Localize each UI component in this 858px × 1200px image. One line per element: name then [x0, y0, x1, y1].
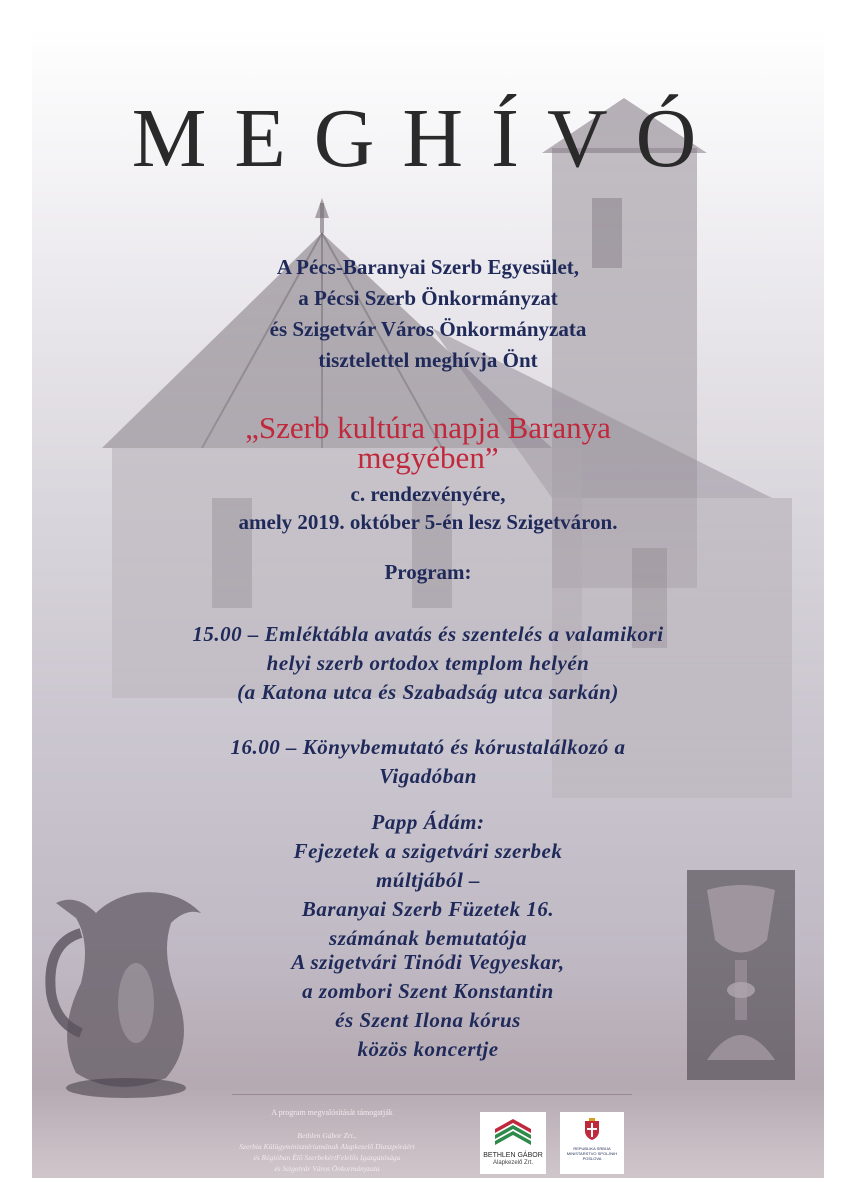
program-item-3-line-1: Papp Ádám:: [371, 810, 485, 834]
sponsor-line-2: Szerbia Külügyminisztériumának Alapkezelő Diaszpóráért: [239, 1142, 415, 1151]
poster-title: MEGHÍVÓ: [131, 92, 725, 185]
sponsors-list: [182, 1130, 472, 1174]
program-item-2-line-1: 16.00 – Könyvbemutató és kórustalálkozó a: [230, 735, 626, 759]
serbian-crest-icon: [583, 1117, 601, 1141]
event-title-line-1: „Szerb kultúra napja Baranya: [245, 410, 611, 445]
intro-line-3: és Szigetvár Város Önkormányzata: [269, 317, 587, 341]
serbia-ministry-name: REPUBLIKA SRBIJA MINISTARSTVO SPOLJNIH POSLOVA: [566, 1146, 618, 1161]
program-item-2-line-2: Vigadóban: [379, 764, 477, 788]
program-item-1-line-3: (a Katona utca és Szabadság utca sarkán): [237, 680, 619, 704]
program-item-4-line-2: a zombori Szent Konstantin: [302, 979, 554, 1003]
program-item-4-line-1: A szigetvári Tinódi Vegyeskar,: [291, 950, 565, 974]
program-item-4-line-3: és Szent Ilona kórus: [335, 1008, 521, 1032]
intro-line-1: A Pécs-Baranyai Szerb Egyesület,: [276, 255, 580, 279]
serbia-ministry-logo: [560, 1112, 624, 1174]
pitcher-image: [36, 873, 206, 1103]
sponsor-line-1: Bethlen Gábor Zrt.,: [297, 1131, 357, 1140]
program-item-4-line-4: közös koncertje: [357, 1037, 499, 1061]
event-desc-line-1: c. rendezvényére,: [350, 482, 506, 506]
chalice-image: [687, 870, 795, 1080]
sponsor-line-3: és Régióban Élő SzerbekértFelelős Igazgatósága: [253, 1153, 401, 1162]
bethlen-gabor-logo: [480, 1112, 546, 1174]
intro-line-2: a Pécsi Szerb Önkormányzat: [298, 286, 558, 310]
support-label: A program megvalósítását támogatják: [271, 1108, 393, 1117]
intro-line-4: tisztelettel meghívja Önt: [318, 348, 538, 372]
program-item-book-launch: [32, 733, 824, 791]
bethlen-gabor-mark-icon: [491, 1117, 535, 1147]
sponsor-line-4: és Szigetvár Város Önkormányzata: [274, 1164, 380, 1173]
invitation-poster: [32, 28, 824, 1178]
program-item-3-line-3: múltjából –: [375, 868, 481, 892]
program-item-1-line-2: helyi szerb ortodox templom helyén: [266, 651, 590, 675]
bethlen-gabor-sub: Alapkezelő Zrt.: [492, 1160, 534, 1166]
program-heading: Program:: [384, 560, 472, 584]
event-title: [32, 410, 824, 475]
footer-divider: [232, 1094, 632, 1095]
event-desc-line-2: amely 2019. október 5-én lesz Szigetváron.: [238, 510, 618, 534]
program-item-3-line-5: számának bemutatója: [329, 926, 527, 950]
bethlen-gabor-name: BETHLEN GÁBOR: [483, 1152, 543, 1159]
event-title-line-2: megyében”: [357, 440, 499, 475]
event-description: [32, 480, 824, 536]
intro-text: [32, 252, 824, 376]
program-item-1-line-1: 15.00 – Emléktábla avatás és szentelés a valamikori: [192, 622, 664, 646]
program-item-3-line-2: Fejezetek a szigetvári szerbek: [293, 839, 563, 863]
program-item-ceremony: [32, 620, 824, 707]
program-item-3-line-4: Baranyai Szerb Füzetek 16.: [301, 897, 555, 921]
